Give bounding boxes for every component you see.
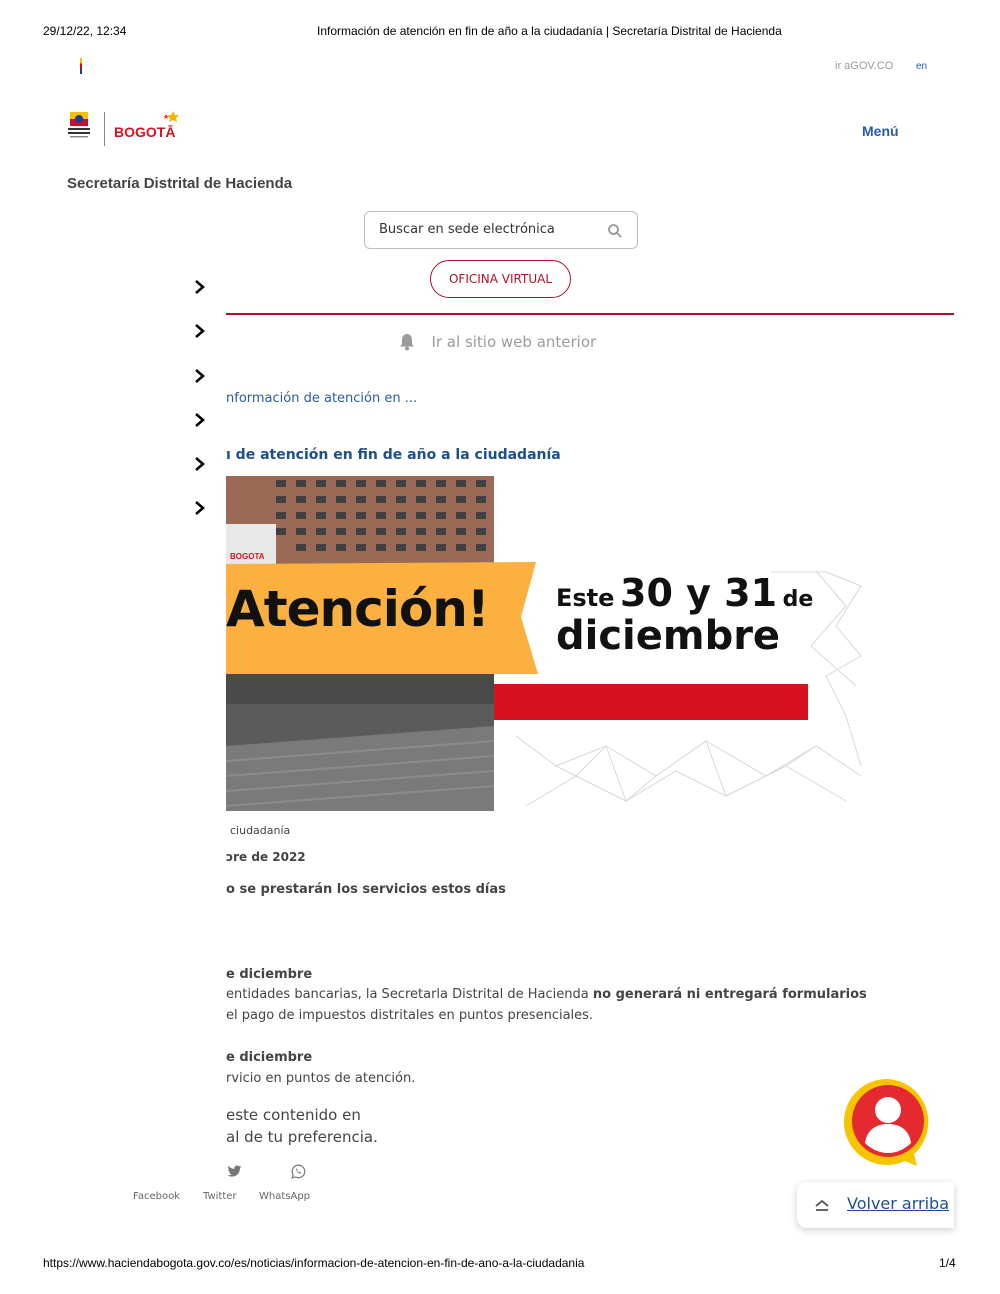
chevron-right-icon[interactable] <box>194 279 206 295</box>
print-url: https://www.haciendabogota.gov.co/es/noticias/informacion-de-atencion-en-fin-de-ano-a-la-ciudadania <box>43 1256 585 1270</box>
search-icon[interactable] <box>607 223 623 239</box>
banner-diciembre: diciembre <box>556 613 781 659</box>
chevron-right-icon[interactable] <box>194 323 206 339</box>
share-text-line2: al de tu preferencia. <box>226 1128 378 1146</box>
old-site-label[interactable]: Ir al sitio web anterior <box>431 333 597 351</box>
chat-support-icon[interactable] <box>843 1077 933 1167</box>
breadcrumb[interactable]: nformación de atención en ... <box>226 391 418 406</box>
back-to-top-label[interactable]: Volver arriba <box>847 1194 949 1213</box>
article-banner-image <box>226 476 866 811</box>
old-site-link[interactable] <box>399 333 596 351</box>
article-title: ı de atención en fin de año a la ciudadanía <box>226 447 561 463</box>
search-box[interactable] <box>364 211 638 249</box>
chevron-right-icon[interactable] <box>194 412 206 428</box>
banner-de: de <box>782 587 814 612</box>
section1-line2: el pago de impuestos distritales en puntos presenciales. <box>226 1008 594 1023</box>
section1-heading: e diciembre <box>226 967 313 982</box>
print-page-title: Información de atención en fin de año a la ciudadanía | Secretaría Distrital de Hacienda <box>317 24 782 38</box>
banner-building-sign: BOGOTA <box>230 552 265 561</box>
print-page-count: 1/4 <box>939 1256 956 1270</box>
article-category: ciudadanía <box>230 824 291 837</box>
article-date: ɔre de 2022 <box>226 850 306 864</box>
search-input[interactable] <box>377 221 601 238</box>
whatsapp-share-button[interactable]: WhatsApp <box>259 1191 311 1202</box>
chevron-right-icon[interactable] <box>194 500 206 516</box>
bogota-logo-text: BOGOTĀ <box>114 124 176 140</box>
share-text-line1: este contenido en <box>226 1106 361 1124</box>
article-lead: o se prestarán los servicios estos días <box>226 882 506 897</box>
language-link[interactable]: en <box>916 61 928 72</box>
print-datetime: 29/12/22, 12:34 <box>43 24 127 38</box>
section1-text: entidades bancarias, la Secretarla Distrital de Hacienda <box>226 987 593 1002</box>
section1-bold: no generará ni entregará formularios <box>592 987 867 1002</box>
gov-colors-bar <box>80 58 82 74</box>
chevron-right-icon[interactable] <box>194 456 206 472</box>
banner-date-line1 <box>556 571 814 615</box>
twitter-icon[interactable] <box>227 1165 242 1178</box>
banner-atencion-text: Atención! <box>226 580 489 638</box>
back-to-top-button[interactable] <box>797 1182 954 1228</box>
menu-button[interactable]: Menú <box>862 123 899 139</box>
section1-line1 <box>226 987 867 1002</box>
twitter-share-button[interactable]: Twitter <box>203 1191 237 1202</box>
banner-30-31: 30 y 31 <box>620 571 778 615</box>
header-divider <box>226 313 954 315</box>
section2-heading: e diciembre <box>226 1050 313 1065</box>
chevron-up-icon <box>813 1198 831 1212</box>
bell-icon <box>399 333 415 351</box>
site-title[interactable]: Secretaría Distrital de Hacienda <box>67 175 293 192</box>
oficina-virtual-button[interactable]: OFICINA VIRTUAL <box>430 260 571 298</box>
gov-co-link[interactable]: ir aGOV.CO <box>835 60 894 72</box>
banner-este: Este <box>556 584 615 612</box>
site-logo[interactable] <box>66 110 184 150</box>
chevron-right-icon[interactable] <box>194 368 206 384</box>
section2-line1: rvicio en puntos de atención. <box>226 1071 416 1086</box>
facebook-share-button[interactable]: Facebook <box>133 1191 180 1202</box>
whatsapp-icon[interactable] <box>291 1164 306 1179</box>
